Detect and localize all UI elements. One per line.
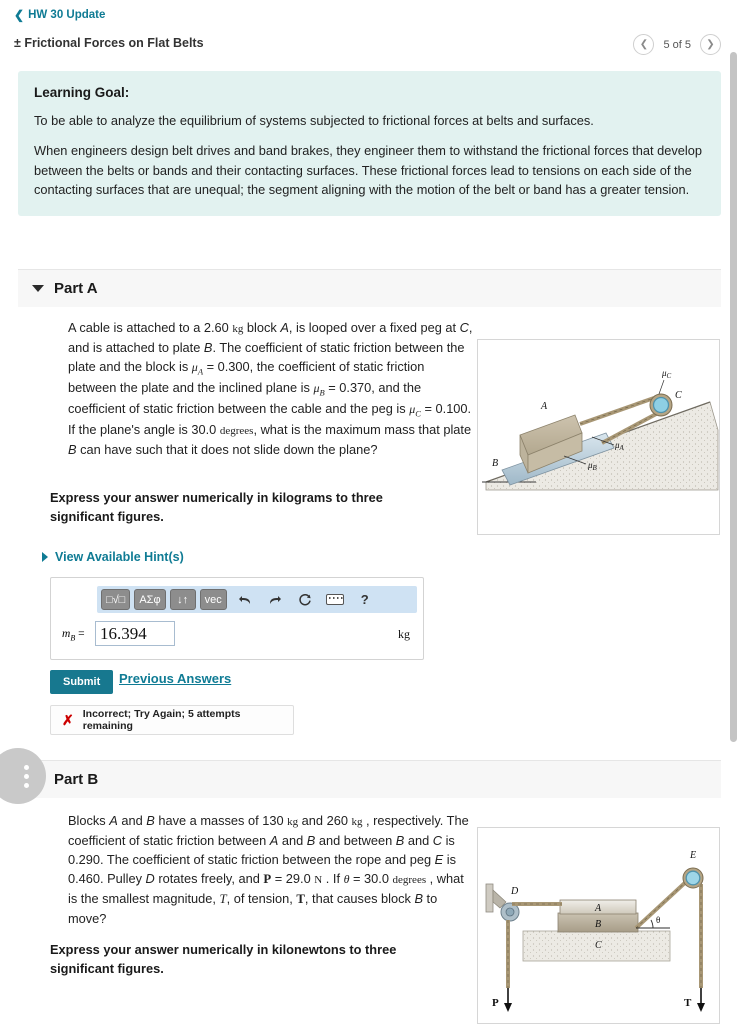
- blocks-pulley-diagram: [478, 828, 720, 1024]
- breadcrumb-label: HW 30 Update: [28, 9, 106, 21]
- theta-label: θ: [656, 915, 661, 925]
- part-a-hints-link[interactable]: [42, 550, 184, 564]
- force-p-label: P: [492, 997, 499, 1009]
- part-a-header[interactable]: [18, 269, 721, 307]
- redo-icon[interactable]: [263, 589, 287, 610]
- mu-b-label: $\mu_B$: [588, 460, 597, 472]
- pulley-d-label: D: [511, 886, 519, 897]
- block-a-label: A: [595, 903, 602, 914]
- pagination-nav: [633, 34, 721, 55]
- learning-goal-panel: [18, 71, 721, 216]
- title-row: [0, 32, 739, 62]
- answer-unit-label: kg: [398, 627, 410, 641]
- block-a-label: A: [541, 401, 548, 412]
- block-b-label: B: [595, 919, 602, 930]
- previous-answers-link[interactable]: Previous Answers: [119, 671, 232, 686]
- greek-symbols-button[interactable]: ΑΣφ: [134, 589, 165, 610]
- math-toolbar: [97, 586, 417, 613]
- chevron-left-icon: ❮: [14, 8, 25, 22]
- help-icon[interactable]: ?: [360, 592, 369, 607]
- page-position-label: 5 of 5: [663, 38, 691, 51]
- page-title: ± Frictional Forces on Flat Belts: [14, 36, 204, 50]
- mu-a-label: $\mu_A$: [615, 440, 624, 452]
- next-page-button[interactable]: ❯: [700, 34, 721, 55]
- answer-input[interactable]: 16.394: [95, 621, 175, 646]
- vector-button[interactable]: vec: [200, 589, 227, 610]
- prev-page-button[interactable]: ❮: [633, 34, 654, 55]
- keyboard-icon[interactable]: [323, 589, 347, 610]
- arrows-button[interactable]: ↓↑: [170, 589, 196, 610]
- part-b-header[interactable]: [18, 760, 721, 798]
- part-b-question-text: Blocks A and B have a masses of 130 kg and 260 kg , respectively. The coefficient of static friction between A and B and between B and C is 0.290. The coefficient of static friction between the rope and peg E is 0.460. Pulley D rotates freely, and P = 29.0 N . If θ = 30.0 degrees , what is the smallest magnitude, T, of tension, T, that causes block B to move?: [68, 813, 469, 927]
- hints-link-label: View Available Hint(s): [55, 550, 184, 564]
- peg-e-label: E: [690, 850, 697, 861]
- triangle-down-icon[interactable]: [32, 285, 44, 292]
- part-a-label: Part A: [54, 280, 98, 297]
- undo-icon[interactable]: [233, 589, 257, 610]
- inclined-plane-diagram: [478, 340, 720, 535]
- breadcrumb-back-link[interactable]: [14, 9, 105, 21]
- feedback-text: Incorrect; Try Again; 5 attempts remaining: [82, 708, 241, 732]
- learning-goal-paragraph-2: When engineers design belt drives and band brakes, they engineer them to withstand the frictional forces that develop between the belts or bands and their contacting surfaces. These frictional forces lead to tensions on each side of the contacting surfaces that are unequal; the segment aligning with the motion of the belt or band has a greater tension.: [34, 143, 702, 198]
- part-a-figure: [477, 339, 720, 535]
- part-a-express-instruction: Express your answer numerically in kilograms to three significant figures.: [50, 490, 383, 524]
- x-mark-icon: ✗: [62, 711, 74, 728]
- plate-b-label: B: [492, 458, 499, 469]
- ground-c-label: C: [595, 940, 602, 951]
- part-b-figure: [477, 827, 720, 1024]
- reset-icon[interactable]: [293, 589, 317, 610]
- peg-c-label: C: [675, 390, 682, 401]
- learning-goal-heading: Learning Goal:: [34, 85, 130, 100]
- part-b-express-instruction: Express your answer numerically in kilonewtons to three significant figures.: [50, 942, 397, 976]
- part-a-question-text: A cable is attached to a 2.60 kg block A, is looped over a fixed peg at C, and is attached to plate B. The coefficient of static friction between the plate and the block is $\mu_A = 0.300$, the coefficient of static friction between the plate and the inclined plane is $\mu_B = 0.370$, and the coefficient of static friction between the cable and the peg is $\mu_C = 0.100$. If the plane's angle is 30.0 degrees, what is the maximum mass that plate B can have such that it does not slide down the plane?: [68, 320, 473, 457]
- submit-button[interactable]: Submit: [50, 670, 113, 694]
- three-dots-vertical-icon: [24, 765, 29, 788]
- triangle-right-icon: [42, 552, 48, 562]
- force-t-label: T: [684, 997, 692, 1009]
- answer-feedback-banner: [50, 705, 294, 735]
- part-b-label: Part B: [54, 771, 99, 788]
- learning-goal-paragraph-1: To be able to analyze the equilibrium of systems subjected to frictional forces at belts and surfaces.: [34, 113, 594, 128]
- template-root-button[interactable]: □√□: [101, 589, 130, 610]
- vertical-scrollbar[interactable]: [730, 52, 737, 742]
- answer-variable-label: $m_B$ =: [62, 628, 85, 643]
- part-a-answer-panel: [50, 577, 424, 660]
- mu-c-label: $\mu_C$: [662, 368, 672, 380]
